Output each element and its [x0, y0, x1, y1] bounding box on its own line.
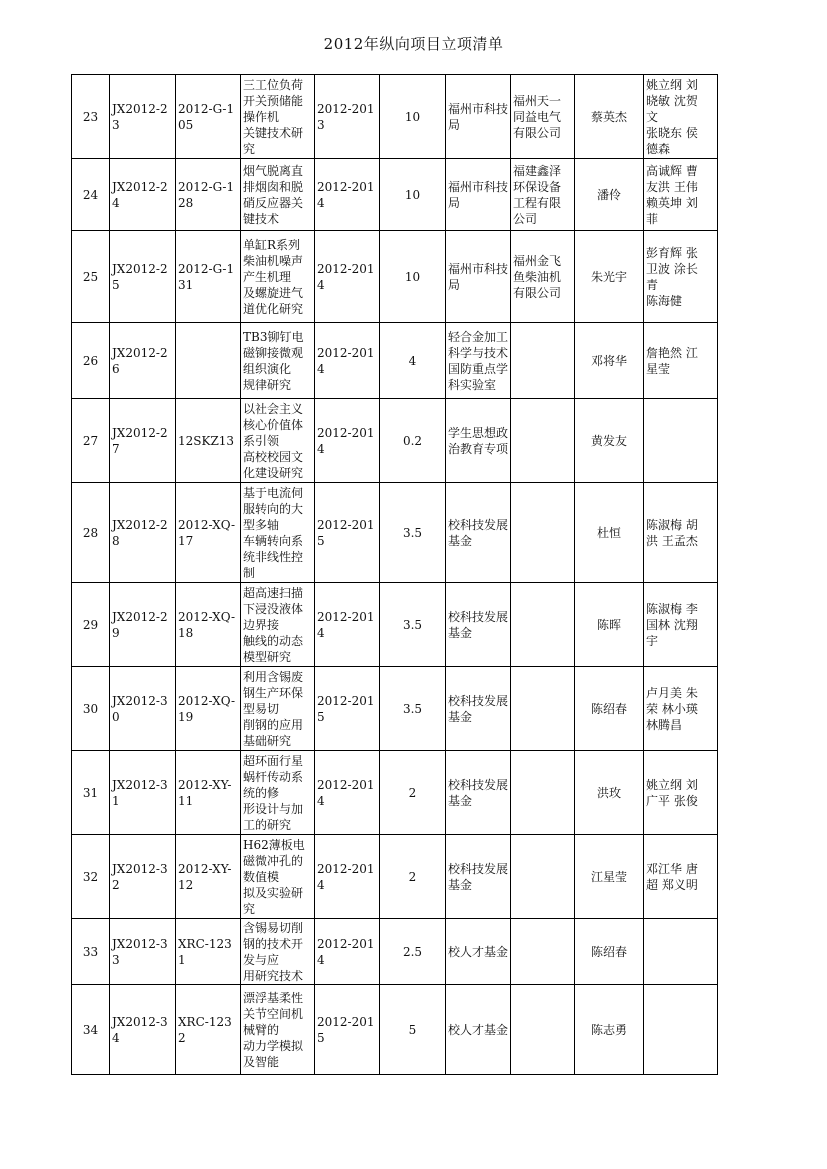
source-cell: 学生思想政治教育专项 [446, 399, 511, 483]
project-code-cell: JX2012-31 [110, 751, 176, 835]
row-index-cell: 25 [72, 231, 110, 323]
table-row [72, 751, 718, 835]
row-index-cell: 31 [72, 751, 110, 835]
project-number-cell: XRC-1232 [176, 985, 241, 1075]
project-name-cell: 超环面行星 蜗杆传动系 统的修 形设计与加 工的研究 [241, 751, 315, 835]
row-index-cell: 23 [72, 75, 110, 159]
project-code-cell: JX2012-24 [110, 159, 176, 231]
project-code-cell: JX2012-26 [110, 323, 176, 399]
project-name-cell: 利用含锡废 钢生产环保 型易切 削钢的应用 基础研究 [241, 667, 315, 751]
funding-cell: 10 [380, 159, 446, 231]
leader-cell: 朱光宇 [575, 231, 644, 323]
project-name-cell: 烟气脱离直 排烟囱和脱 硝反应器关 键技术 [241, 159, 315, 231]
partner-org-cell [511, 583, 575, 667]
source-cell: 校人才基金 [446, 919, 511, 985]
leader-cell: 蔡英杰 [575, 75, 644, 159]
funding-cell: 2 [380, 835, 446, 919]
partner-org-cell: 福建鑫泽环保设备工程有限公司 [511, 159, 575, 231]
project-name-cell: 三工位负荷 开关预储能 操作机 关键技术研 究 [241, 75, 315, 159]
project-code-cell: JX2012-34 [110, 985, 176, 1075]
leader-cell: 黄发友 [575, 399, 644, 483]
period-cell: 2012-2014 [315, 399, 380, 483]
members-cell: 邓江华 唐 超 郑义明 [644, 835, 718, 919]
source-cell: 校科技发展基金 [446, 583, 511, 667]
partner-org-cell [511, 667, 575, 751]
row-index-cell: 30 [72, 667, 110, 751]
partner-org-cell [511, 323, 575, 399]
project-name-cell: 以社会主义 核心价值体 系引领 高校校园文 化建设研究 [241, 399, 315, 483]
table-row [72, 667, 718, 751]
project-number-cell [176, 323, 241, 399]
table-row [72, 399, 718, 483]
period-cell: 2012-2014 [315, 751, 380, 835]
funding-cell: 2.5 [380, 919, 446, 985]
funding-cell: 4 [380, 323, 446, 399]
row-index-cell: 32 [72, 835, 110, 919]
project-name-cell: 含锡易切削 钢的技术开 发与应 用研究技术 [241, 919, 315, 985]
leader-cell: 潘伶 [575, 159, 644, 231]
members-cell: 高诚辉 曹 友洪 王伟 赖英坤 刘 菲 [644, 159, 718, 231]
members-cell: 卢月美 朱 荣 林小瑛 林腾昌 [644, 667, 718, 751]
table-row [72, 919, 718, 985]
source-cell: 校科技发展基金 [446, 483, 511, 583]
leader-cell: 陈绍春 [575, 667, 644, 751]
project-table [71, 74, 718, 1075]
project-number-cell: 2012-G-105 [176, 75, 241, 159]
table-row [72, 159, 718, 231]
leader-cell: 陈绍春 [575, 919, 644, 985]
row-index-cell: 27 [72, 399, 110, 483]
project-number-cell: XRC-1231 [176, 919, 241, 985]
row-index-cell: 34 [72, 985, 110, 1075]
partner-org-cell [511, 835, 575, 919]
table-row [72, 835, 718, 919]
project-number-cell: 2012-XQ-18 [176, 583, 241, 667]
period-cell: 2012-2015 [315, 483, 380, 583]
partner-org-cell [511, 483, 575, 583]
project-name-cell: 基于电流伺 服转向的大 型多轴 车辆转向系 统非线性控 制 [241, 483, 315, 583]
source-cell: 校科技发展基金 [446, 667, 511, 751]
row-index-cell: 26 [72, 323, 110, 399]
project-code-cell: JX2012-25 [110, 231, 176, 323]
period-cell: 2012-2014 [315, 231, 380, 323]
project-name-cell: 超高速扫描 下浸没液体 边界接 触线的动态 模型研究 [241, 583, 315, 667]
period-cell: 2012-2014 [315, 835, 380, 919]
period-cell: 2012-2015 [315, 667, 380, 751]
row-index-cell: 33 [72, 919, 110, 985]
funding-cell: 3.5 [380, 483, 446, 583]
project-number-cell: 2012-XY-12 [176, 835, 241, 919]
members-cell [644, 985, 718, 1075]
partner-org-cell [511, 985, 575, 1075]
period-cell: 2012-2015 [315, 985, 380, 1075]
partner-org-cell: 福州天一同益电气有限公司 [511, 75, 575, 159]
funding-cell: 3.5 [380, 667, 446, 751]
period-cell: 2012-2013 [315, 75, 380, 159]
project-code-cell: JX2012-27 [110, 399, 176, 483]
source-cell: 校人才基金 [446, 985, 511, 1075]
members-cell: 姚立纲 刘 广平 张俊 [644, 751, 718, 835]
source-cell: 校科技发展基金 [446, 751, 511, 835]
funding-cell: 2 [380, 751, 446, 835]
project-name-cell: TB3铆钉电 磁铆接微观 组织演化 规律研究 [241, 323, 315, 399]
leader-cell: 陈志勇 [575, 985, 644, 1075]
funding-cell: 10 [380, 75, 446, 159]
table-row [72, 985, 718, 1075]
source-cell: 校科技发展基金 [446, 835, 511, 919]
project-name-cell: 单缸R系列 柴油机噪声 产生机理 及螺旋进气 道优化研究 [241, 231, 315, 323]
project-number-cell: 2012-XQ-17 [176, 483, 241, 583]
members-cell: 陈淑梅 李 国林 沈翔 宇 [644, 583, 718, 667]
table-row [72, 483, 718, 583]
members-cell [644, 919, 718, 985]
period-cell: 2012-2014 [315, 919, 380, 985]
table-row [72, 231, 718, 323]
source-cell: 福州市科技局 [446, 159, 511, 231]
funding-cell: 0.2 [380, 399, 446, 483]
source-cell: 轻合金加工科学与技术国防重点学科实验室 [446, 323, 511, 399]
funding-cell: 3.5 [380, 583, 446, 667]
project-number-cell: 2012-G-131 [176, 231, 241, 323]
partner-org-cell: 福州金飞鱼柴油机有限公司 [511, 231, 575, 323]
period-cell: 2012-2014 [315, 323, 380, 399]
partner-org-cell [511, 399, 575, 483]
members-cell: 陈淑梅 胡 洪 王孟杰 [644, 483, 718, 583]
project-code-cell: JX2012-32 [110, 835, 176, 919]
project-code-cell: JX2012-28 [110, 483, 176, 583]
funding-cell: 10 [380, 231, 446, 323]
project-name-cell: H62薄板电 磁微冲孔的 数值模 拟及实验研 究 [241, 835, 315, 919]
table-row [72, 583, 718, 667]
table-row [72, 75, 718, 159]
project-code-cell: JX2012-29 [110, 583, 176, 667]
table-row [72, 323, 718, 399]
funding-cell: 5 [380, 985, 446, 1075]
leader-cell: 陈晖 [575, 583, 644, 667]
project-name-cell: 漂浮基柔性 关节空间机 械臂的 动力学模拟 及智能 [241, 985, 315, 1075]
project-number-cell: 2012-XQ-19 [176, 667, 241, 751]
leader-cell: 洪玫 [575, 751, 644, 835]
period-cell: 2012-2014 [315, 159, 380, 231]
partner-org-cell [511, 919, 575, 985]
source-cell: 福州市科技局 [446, 231, 511, 323]
project-code-cell: JX2012-30 [110, 667, 176, 751]
source-cell: 福州市科技局 [446, 75, 511, 159]
project-code-cell: JX2012-33 [110, 919, 176, 985]
members-cell: 姚立纲 刘 晓敏 沈贺 文 张晓东 侯 德森 [644, 75, 718, 159]
row-index-cell: 28 [72, 483, 110, 583]
leader-cell: 邓将华 [575, 323, 644, 399]
project-number-cell: 2012-G-128 [176, 159, 241, 231]
members-cell: 詹艳然 江 星莹 [644, 323, 718, 399]
members-cell: 彭育辉 张 卫波 涂长 青 陈海健 [644, 231, 718, 323]
project-code-cell: JX2012-23 [110, 75, 176, 159]
row-index-cell: 29 [72, 583, 110, 667]
leader-cell: 江星莹 [575, 835, 644, 919]
leader-cell: 杜恒 [575, 483, 644, 583]
members-cell [644, 399, 718, 483]
project-number-cell: 12SKZ13 [176, 399, 241, 483]
partner-org-cell [511, 751, 575, 835]
period-cell: 2012-2014 [315, 583, 380, 667]
page-title: 2012年纵向项目立项清单 [323, 35, 504, 53]
project-number-cell: 2012-XY-11 [176, 751, 241, 835]
row-index-cell: 24 [72, 159, 110, 231]
